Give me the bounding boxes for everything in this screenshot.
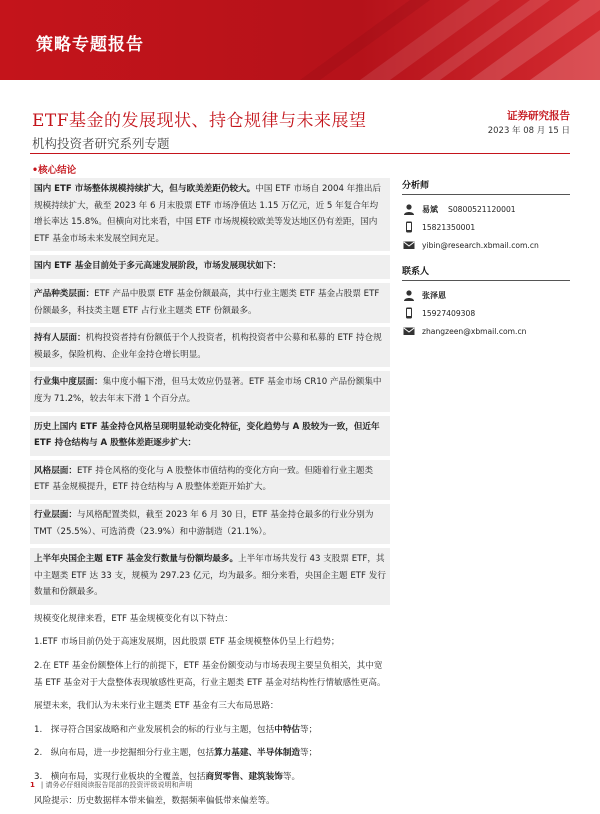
contact-email-row	[402, 322, 570, 340]
banner-title: 策略专题报告	[36, 35, 144, 55]
paragraph-lead: 行业集中度层面：	[34, 377, 103, 388]
analyst-certificate: S0800521120001	[448, 204, 516, 214]
paragraph-rule-1: 1.ETF 市场目前仍处于高速发展期，因此股票 ETF 基金规模整体仍呈上行趋势；	[34, 637, 340, 648]
title-divider	[30, 153, 570, 154]
paragraph-idea-2	[30, 743, 390, 765]
paragraph-text: 等；	[300, 748, 318, 759]
main-content	[30, 178, 390, 814]
paragraph-text: 中国 ETF 市场自 2004 年推出后规模持续扩大，截至 2023 年 6 月末股票 ETF 市场净值达 1.15 万亿元，近 5 年复合年均增长率达 15.8%。但横向对比来看，中国 ETF 市场规模较欧美等发达地区仍有差距，国内 ETF 基金市场未来发展空间充足。	[34, 184, 382, 244]
paragraph-idea-1	[30, 720, 390, 742]
paragraph-lead: 行业层面：	[34, 509, 77, 520]
analyst-name-row	[402, 200, 570, 218]
paragraph-concentration	[30, 371, 390, 411]
phone-icon	[402, 220, 416, 234]
core-conclusion-label: •核心结论	[32, 165, 77, 176]
email-icon	[402, 238, 416, 252]
footer-disclaimer: | 请务必仔细阅读报告尾部的投资评级说明和声明	[40, 781, 193, 789]
report-title: ETF基金的发展现状、持仓规律与未来展望	[32, 111, 367, 131]
email-icon	[402, 324, 416, 338]
contact-heading: 联系人	[402, 264, 570, 281]
contact-name-row	[402, 286, 570, 304]
paragraph-text: ETF 持仓风格的变化与 A 股整体市值结构的变化方向一致。但随着行业主题类 ETF 基金规模提升，ETF 持仓结构与 A 股整体差距开始扩大。	[34, 465, 374, 493]
report-type-label: 证券研究报告	[507, 110, 570, 122]
page-number: 1	[30, 781, 35, 789]
analyst-phone-row	[402, 218, 570, 236]
analyst-heading: 分析师	[402, 178, 570, 195]
paragraph-holding-style	[30, 416, 390, 456]
phone-icon	[402, 306, 416, 320]
paragraph-product-type	[30, 283, 390, 323]
page-footer	[30, 780, 192, 790]
paragraph-issuance	[30, 548, 390, 605]
paragraph-text: 3. 横向布局，实现行业板块的全覆盖，包括	[34, 772, 206, 783]
contact-phone: 15927409308	[422, 308, 476, 318]
banner-decoration-graphic	[300, 0, 600, 80]
paragraph-lead: 国内 ETF 基金目前处于多元高速发展阶段，市场发展现状如下：	[34, 261, 282, 272]
paragraph-lead: 国内 ETF 市场整体规模持续扩大，但与欧美差距仍较大。	[34, 184, 256, 194]
analyst-email[interactable]: yibin@research.xbmail.com.cn	[422, 240, 539, 250]
paragraph-holders	[30, 327, 390, 367]
paragraph-text: 1. 探寻符合国家战略和产业发展机会的标的行业与主题，包括	[34, 724, 275, 735]
paragraph-text: 集中度小幅下滑，但马太效应仍显著。ETF 基金市场 CR10 产品份额集中度为 71.2%，较去年末下滑 1 个百分点。	[34, 377, 382, 404]
paragraph-text: 上半年市场共发行 43 支股票 ETF，其中主题类 ETF 达 33 支，规模为 297.23 亿元，均为最多。细分来看，央国企主题 ETF 发行数量和份额最多。	[34, 554, 386, 598]
paragraph-lead: 持有人层面：	[34, 333, 86, 344]
paragraph-text: 等。	[282, 772, 301, 783]
sidebar-spacer	[402, 254, 570, 264]
author-sidebar	[402, 178, 570, 340]
paragraph-text: ETF 产品中股票 ETF 基金份额最高，其中行业主题类 ETF 基金占股票 ETF 份额最多，科技类主题 ETF 占行业主题类 ETF 份额最多。	[34, 288, 380, 316]
paragraph-lead: 上半年央国企主题 ETF 基金发行数量与份额均最多。	[34, 554, 239, 565]
paragraph-text: 等；	[300, 724, 318, 735]
analyst-name: 易斌	[422, 204, 438, 214]
paragraph-industry-level	[30, 504, 390, 544]
contact-phone-row	[402, 304, 570, 322]
paragraph-scale-rules: 规模变化规律来看，ETF 基金规模变化有以下特点：	[34, 613, 233, 624]
paragraph-lead: 历史上国内 ETF 基金持仓风格呈现明显轮动变化特征，变化趋势与 A 股较为一致，但近年 ETF 持仓结构与 A 股整体差距逐步扩大：	[34, 421, 380, 449]
paragraph-emphasis: 算力基建、半导体制造	[214, 748, 301, 759]
paragraph-outlook: 展望未来，我们认为未来行业主题类 ETF 基金有三大布局思路：	[34, 701, 279, 712]
analyst-email-row	[402, 236, 570, 254]
report-subtitle: 机构投资者研究系列专题	[32, 136, 170, 151]
paragraph-rule-2: 2.在 ETF 基金份额整体上行的前提下，ETF 基金份额变动与市场表现主要呈负相关，其中宽基 ETF 基金对于大盘整体表现敏感性更高，行业主题类 ETF 基金对结构性行情敏感性更高。	[34, 661, 386, 688]
person-icon	[402, 202, 416, 216]
paragraph-text: 与风格配置类似，截至 2023 年 6 月 30 日，ETF 基金持仓最多的行业分别为 TMT（25.5%）、可选消费（23.9%）和中游制造（21.1%）。	[34, 509, 374, 537]
report-date: 2023 年 08 月 15 日	[487, 126, 570, 136]
paragraph-status-heading	[30, 255, 390, 279]
paragraph-emphasis: 中特估	[274, 724, 301, 735]
contact-name: 张泽恩	[422, 290, 446, 300]
paragraph-text: 2. 纵向布局，进一步挖掘细分行业主题，包括	[34, 748, 215, 759]
paragraph-text: 机构投资者持有份额低于个人投资者，机构投资者中公募和私募的 ETF 持仓规模最多，保险机构、企业年金持仓增长明显。	[34, 333, 382, 360]
paragraph-lead: 风格层面：	[34, 465, 77, 476]
paragraph-risk: 风险提示：历史数据样本带来偏差，数据频率偏低带来偏差等。	[34, 795, 275, 806]
paragraph-market-scale	[30, 178, 390, 251]
contact-email[interactable]: zhangzeen@xbmail.com.cn	[422, 326, 527, 336]
analyst-phone: 15821350001	[422, 222, 476, 232]
paragraph-emphasis: 商贸零售、建筑装饰	[205, 772, 283, 783]
header-banner	[0, 0, 600, 80]
paragraph-lead: 产品种类层面：	[34, 288, 95, 299]
person-icon	[402, 288, 416, 302]
paragraph-style-level	[30, 460, 390, 500]
